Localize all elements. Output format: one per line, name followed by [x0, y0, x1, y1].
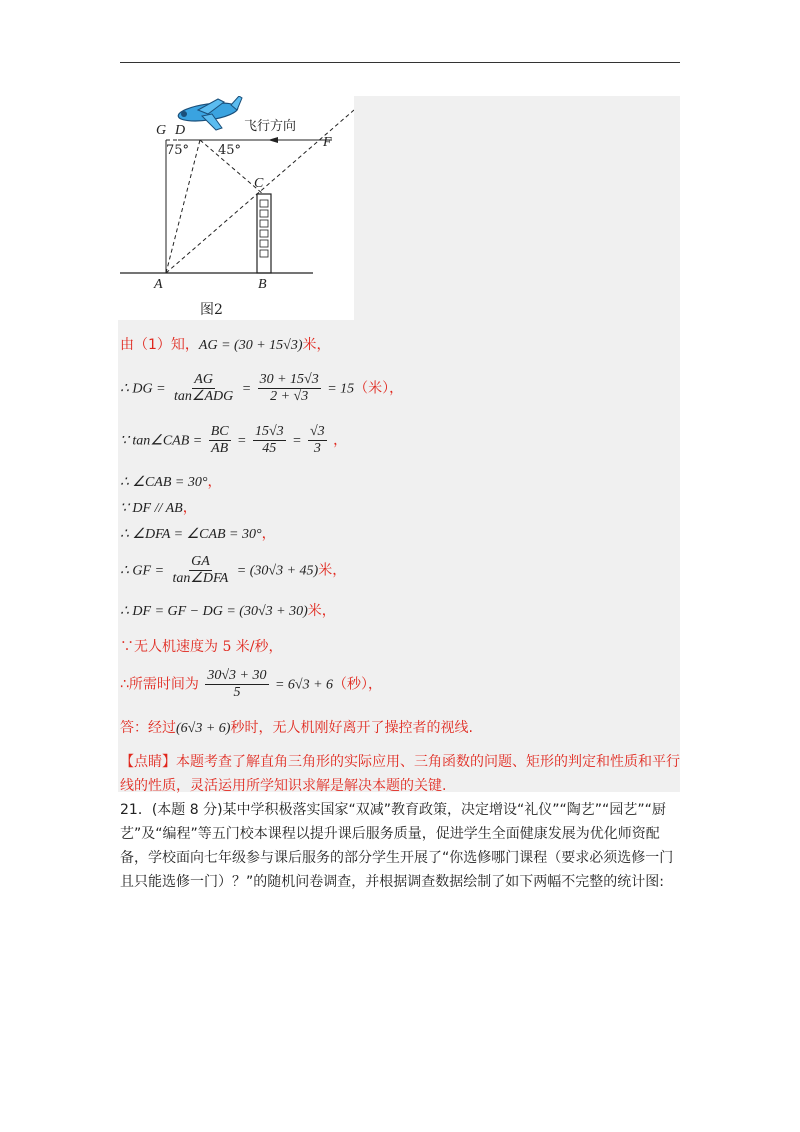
solution-line-10: [120, 668, 382, 701]
solution-line-2: [120, 372, 403, 405]
denominator: 3: [313, 441, 321, 456]
math-expr: =: [292, 433, 302, 449]
solution-line-3: [120, 424, 347, 457]
text: ，: [261, 526, 276, 542]
label-d: D: [175, 123, 186, 138]
denominator: 5: [233, 685, 241, 700]
math-expr: ∵ tan∠CAB =: [120, 433, 203, 449]
denominator: tan∠ADG: [174, 389, 234, 404]
text: （米），: [354, 380, 404, 397]
numerator: GA: [191, 554, 210, 569]
math-expr: =: [241, 381, 252, 397]
math-expr: ∴ GF =: [120, 563, 165, 579]
solution-line-9: [120, 636, 283, 656]
solution-line-1: [120, 334, 331, 354]
denominator: AB: [211, 441, 229, 456]
denominator: tan∠DFA: [172, 571, 229, 586]
numerator: 15√3: [254, 424, 284, 439]
text: 米，: [302, 337, 331, 353]
solution-line-7: [120, 554, 346, 587]
numerator: √3: [310, 424, 325, 439]
solution-line-6: [120, 523, 276, 543]
label-g: G: [156, 123, 167, 138]
label-f: F: [323, 135, 332, 150]
text: 米，: [318, 562, 347, 579]
math-expr: ∴ DG =: [120, 381, 166, 397]
denominator: 2 + √3: [270, 389, 309, 404]
math-expr: ∴ ∠CAB = 30°: [120, 475, 208, 490]
math-expr: AG = (30 + 15√3): [198, 338, 303, 353]
math-expr: = (30√3 + 45): [236, 563, 319, 579]
numerator: BC: [210, 424, 229, 439]
math-expr: (6√3 + 6): [176, 721, 231, 736]
text: ∴所需时间为: [120, 676, 199, 693]
solution-line-8: [120, 600, 336, 620]
figure-caption: 图2: [200, 302, 223, 318]
fraction: [209, 424, 231, 457]
label-b: B: [258, 277, 267, 292]
solution-line-5: [120, 497, 197, 517]
text: 秒时，无人机刚好离开了操控者的视线.: [230, 720, 473, 736]
geometry-diagram: [118, 96, 354, 320]
comment-paragraph: 【点睛】本题考查了解直角三角形的实际应用、三角函数的问题、矩形的判定和性质和平行线的性质，灵活运用所学知识求解是解决本题的关键.: [120, 754, 680, 794]
math-expr: ∴ DF = GF − DG = (30√3 + 30): [120, 604, 308, 619]
solution-line-4: [120, 471, 221, 491]
fraction: [258, 372, 321, 405]
fraction: [172, 372, 235, 405]
fraction: [308, 424, 327, 457]
text: ，: [182, 500, 197, 516]
text: ∵无人机速度为 5 米/秒，: [120, 639, 283, 655]
numerator: 30 + 15√3: [259, 372, 319, 387]
fraction: [205, 668, 268, 701]
solution-answer: [120, 717, 473, 737]
angle-45: 45°: [218, 143, 242, 158]
numerator: 30√3 + 30: [207, 668, 267, 683]
geometry-figure: [118, 96, 354, 320]
numerator: AG: [194, 372, 213, 387]
angle-75: 75°: [166, 143, 190, 158]
label-c: C: [254, 176, 264, 191]
text: 米，: [307, 603, 336, 619]
label-a: A: [154, 277, 163, 292]
math-expr: = 15: [327, 381, 355, 397]
drone-icon: [177, 96, 242, 130]
denominator: 45: [262, 441, 277, 456]
question-21: 21．(本题 8 分)某中学积极落实国家“双减”教育政策，决定增设“礼仪”“陶艺”“园艺”“厨艺”及“编程”等五门校本课程以提升课后服务质量，促进学生全面健康发展为优化师资配备，学校面向七年级参与课后服务的部分学生开展了“你选修哪门课程（要求必须选修一门且只能选修一门）？”的随机问卷调查，并根据调查数据绘制了如下两幅不完整的统计图:: [120, 802, 674, 890]
math-expr: =: [237, 433, 247, 449]
text: ，: [333, 432, 348, 449]
text: （秒），: [333, 676, 383, 693]
fraction: [253, 424, 286, 457]
math-expr: = 6√3 + 6: [274, 677, 334, 693]
fraction: [170, 554, 230, 587]
math-expr: ∵ DF // AB: [120, 501, 183, 516]
header-rule: [120, 62, 680, 63]
text: 答：经过: [120, 720, 176, 736]
text: 由（1）知，: [120, 337, 199, 353]
math-expr: ∴ ∠DFA = ∠CAB = 30°: [120, 527, 262, 542]
text: ，: [207, 474, 222, 490]
flight-direction-label: 飞行方向: [244, 119, 297, 134]
